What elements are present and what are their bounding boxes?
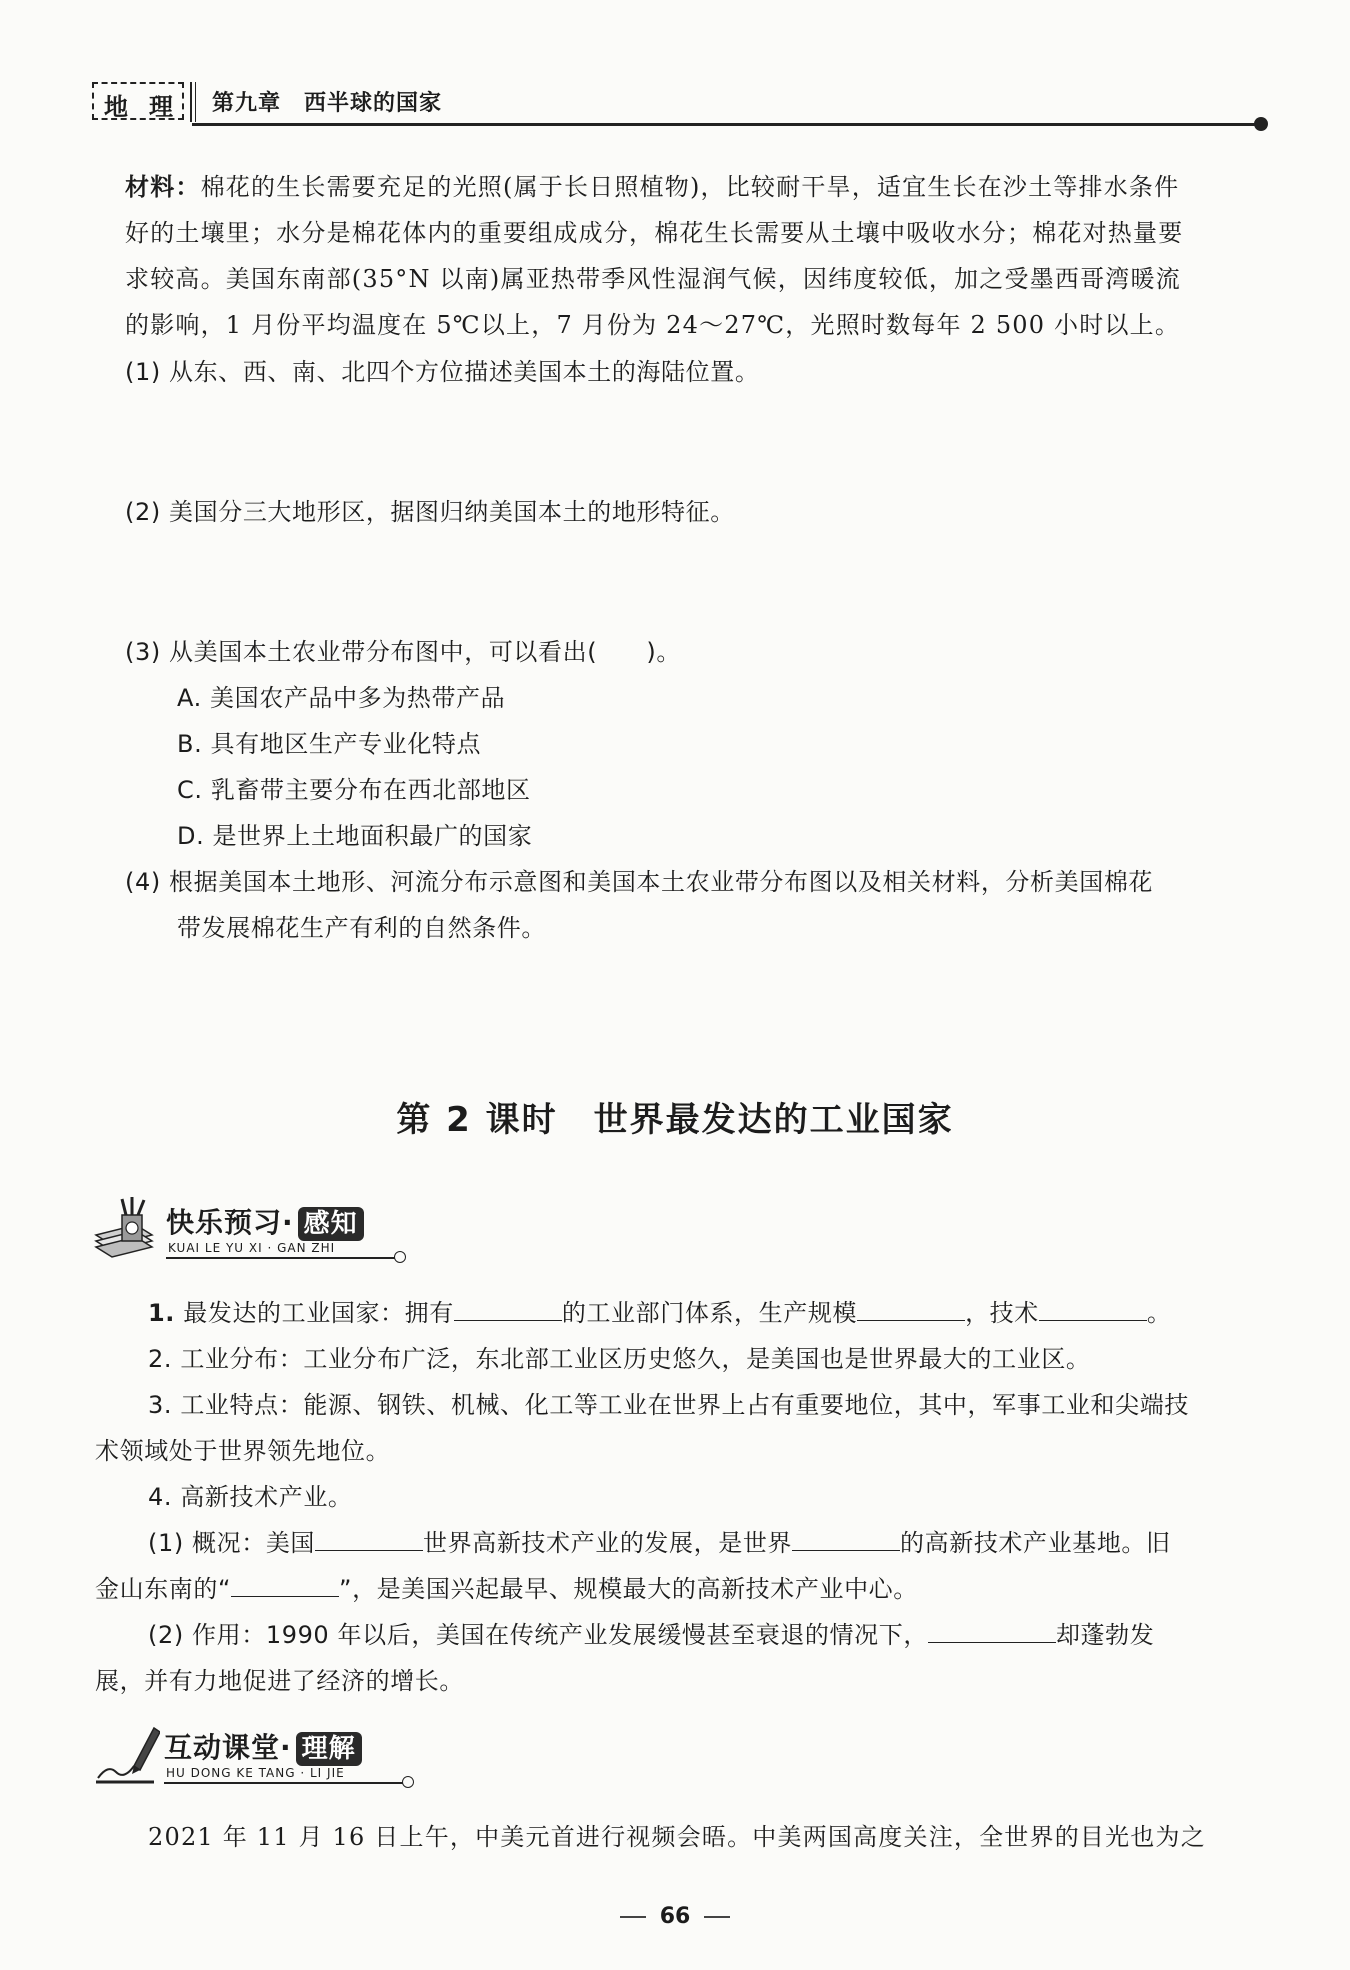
- material-text: 棉花的生长需要充足的光照(属于长日照植物)，比较耐干旱，适宜生长在沙土等排水条件: [200, 173, 1180, 201]
- pen-writing-icon: [90, 1720, 160, 1790]
- item-number: 1.: [148, 1299, 176, 1327]
- preview-item-1: [148, 1298, 1171, 1328]
- item-text: 却蓬勃发: [1055, 1621, 1155, 1649]
- item-text: 的高新技术产业基地。旧: [900, 1529, 1171, 1557]
- banner-ring: [402, 1776, 414, 1788]
- material-line: [125, 172, 1179, 202]
- option-c[interactable]: C. 乳畜带主要分布在西北部地区: [177, 776, 531, 804]
- material-line: 的影响，1 月份平均温度在 5℃以上，7 月份为 24～27℃，光照时数每年 2 500 小时以上。: [125, 311, 1181, 339]
- preview-item-2: 2. 工业分布：工业分布广泛，东北部工业区历史悠久，是美国也是世界最大的工业区。: [148, 1345, 1091, 1373]
- interactive-pinyin: HU DONG KE TANG · LI JIE: [166, 1766, 345, 1780]
- item-text: (2) 作用：1990 年以后，美国在传统产业发展缓慢甚至衰退的情况下，: [148, 1621, 928, 1649]
- chapter-title: 第九章 西半球的国家: [212, 91, 443, 116]
- item-text: 世界高新技术产业的发展，是世界: [423, 1529, 793, 1557]
- subject-char: 地: [104, 93, 128, 121]
- item-text: 最发达的工业国家：拥有: [175, 1299, 454, 1327]
- option-a[interactable]: A. 美国农产品中多为热带产品: [177, 684, 506, 712]
- lesson-title: 第 2 课时 世界最发达的工业国家: [396, 1100, 954, 1140]
- material-label: 材料：: [125, 172, 201, 201]
- answer-blank[interactable]: [792, 1528, 900, 1551]
- interactive-banner: [90, 1720, 420, 1800]
- preview-item-4: 4. 高新技术产业。: [148, 1483, 353, 1511]
- subject-box: [92, 82, 184, 120]
- question-1: (1) 从东、西、南、北四个方位描述美国本土的海陆位置。: [125, 358, 760, 386]
- header-dot: [1254, 117, 1268, 131]
- page-number: [0, 1904, 1350, 1929]
- books-pencils-icon: [92, 1195, 162, 1265]
- question-4-cont: 带发展棉花生产有利的自然条件。: [177, 914, 546, 942]
- banner-rule: [166, 1257, 396, 1259]
- option-b[interactable]: B. 具有地区生产专业化特点: [177, 730, 482, 758]
- material-line: 好的土壤里；水分是棉花体内的重要组成成分，棉花生长需要从土壤中吸收水分；棉花对热量要: [125, 219, 1184, 247]
- answer-blank[interactable]: [454, 1298, 562, 1321]
- banner-rule: [164, 1782, 404, 1784]
- item-text: 金山东南的“: [95, 1575, 232, 1603]
- answer-blank[interactable]: [315, 1528, 423, 1551]
- material-line: 求较高。美国东南部(35°N 以南)属亚热带季风性湿润气候，因纬度较低，加之受墨西哥湾暖流: [125, 265, 1181, 293]
- preview-item-4-2-cont: 展，并有力地促进了经济的增长。: [95, 1667, 464, 1695]
- preview-tag: 感知: [298, 1207, 364, 1241]
- preview-item-3: 3. 工业特点：能源、钢铁、机械、化工等工业在世界上占有重要地位，其中，军事工业和尖端技: [148, 1391, 1189, 1419]
- item-text: 。: [1146, 1299, 1172, 1327]
- page-dash: [704, 1916, 730, 1918]
- answer-blank[interactable]: [231, 1574, 339, 1597]
- header-rule: [192, 123, 1260, 126]
- subject-char: 理: [149, 93, 173, 121]
- answer-blank[interactable]: [928, 1620, 1056, 1643]
- item-text: ，技术: [965, 1299, 1039, 1327]
- running-header: [92, 82, 1267, 126]
- preview-title: [166, 1201, 364, 1241]
- interactive-title: [164, 1726, 362, 1766]
- answer-blank[interactable]: [1039, 1298, 1147, 1321]
- option-d[interactable]: D. 是世界上土地面积最广的国家: [177, 822, 533, 850]
- interactive-tag: 理解: [296, 1732, 362, 1766]
- item-text: 的工业部门体系，生产规模: [561, 1299, 858, 1327]
- answer-blank[interactable]: [857, 1298, 965, 1321]
- question-4: (4) 根据美国本土地形、河流分布示意图和美国本土农业带分布图以及相关材料，分析美国棉花: [125, 868, 1154, 896]
- preview-title-text: 快乐预习·: [166, 1206, 294, 1239]
- page-dash: [620, 1916, 646, 1918]
- question-2: (2) 美国分三大地形区，据图归纳美国本土的地形特征。: [125, 498, 735, 526]
- interactive-title-text: 互动课堂·: [164, 1731, 292, 1764]
- preview-item-3-cont: 术领域处于世界领先地位。: [95, 1437, 391, 1465]
- preview-banner: [92, 1195, 412, 1275]
- page-number-text: 66: [659, 1904, 691, 1929]
- preview-item-4-2: [148, 1620, 1154, 1650]
- item-text: ”，是美国兴起最早、规模最大的高新技术产业中心。: [339, 1575, 918, 1603]
- question-3: (3) 从美国本土农业带分布图中，可以看出( )。: [125, 638, 681, 666]
- preview-pinyin: KUAI LE YU XI · GAN ZHI: [168, 1241, 336, 1255]
- item-text: (1) 概况：美国: [148, 1529, 316, 1557]
- header-separator: [190, 82, 196, 122]
- preview-item-4-1-cont: [95, 1574, 918, 1604]
- banner-ring: [394, 1251, 406, 1263]
- interactive-text: 2021 年 11 月 16 日上午，中美元首进行视频会晤。中美两国高度关注，全世界的目光也为之: [148, 1823, 1206, 1851]
- preview-item-4-1: [148, 1528, 1171, 1558]
